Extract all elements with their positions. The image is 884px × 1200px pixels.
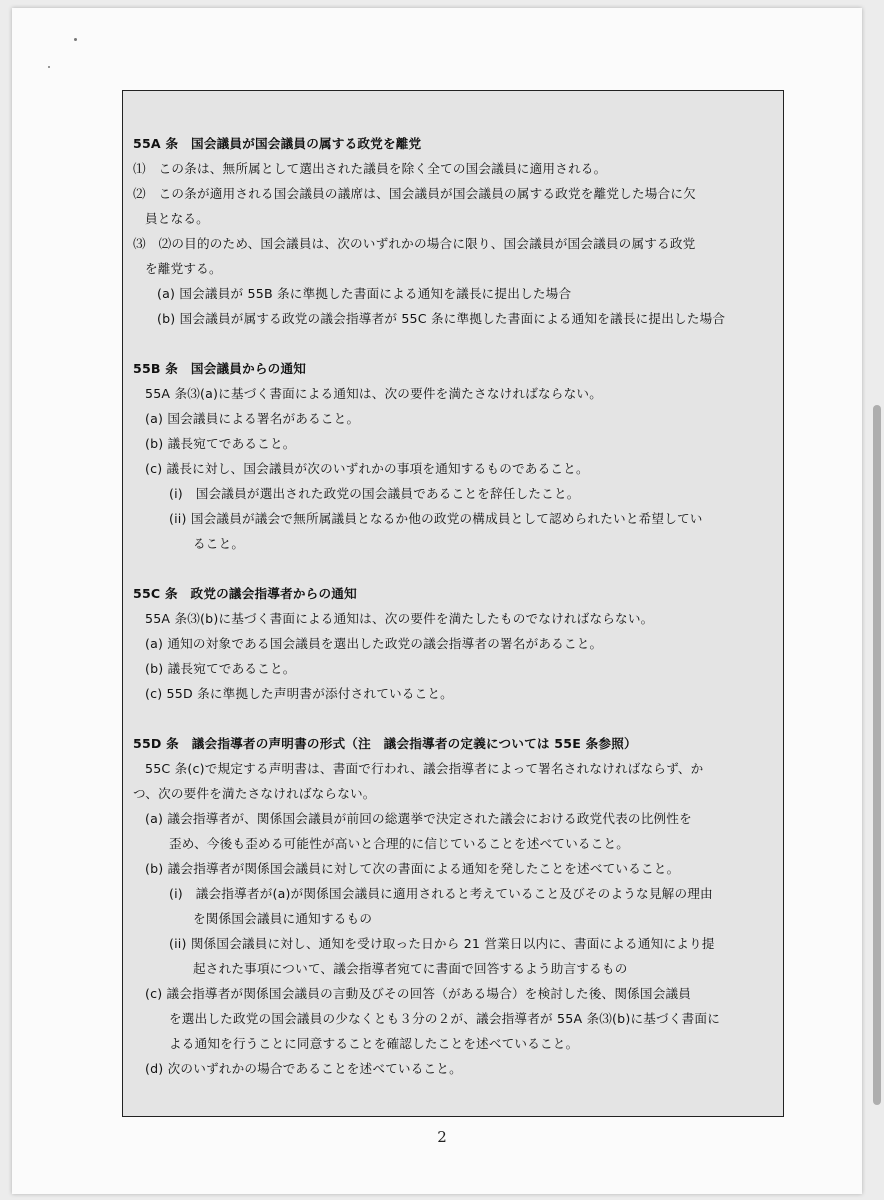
scrollbar[interactable]	[873, 405, 881, 1105]
clause-line: 55C 条(c)で規定する声明書は、書面で行われ、議会指導者によって署名されなければならず、か	[145, 761, 704, 776]
section-heading: 55B 条 国会議員からの通知	[133, 361, 307, 376]
clause-line: (ii) 関係国会議員に対し、通知を受け取った日から 21 営業日以内に、書面による通知により提	[169, 936, 715, 951]
clause-line: (c) 議会指導者が関係国会議員の言動及びその回答（がある場合）を検討した後、関係国会議員	[145, 986, 692, 1001]
section-heading: 55A 条 国会議員が国会議員の属する政党を離党	[133, 136, 422, 151]
clause-line: (b) 国会議員が属する政党の議会指導者が 55C 条に準拠した書面による通知を議長に提出した場合	[157, 311, 726, 326]
clause-line: 起された事項について、議会指導者宛てに書面で回答するよう助言するもの	[193, 961, 628, 976]
clause-line: を離党する。	[145, 261, 222, 276]
section-gap	[133, 706, 775, 731]
clause-line: (d) 次のいずれかの場合であることを述べていること。	[145, 1061, 462, 1076]
section-gap	[133, 556, 775, 581]
clause-line: (a) 国会議員による署名があること。	[145, 411, 360, 426]
statute-content	[133, 131, 775, 1081]
clause-line: (c) 55D 条に準拠した声明書が添付されていること。	[145, 686, 453, 701]
clause-line: (b) 議長宛てであること。	[145, 436, 296, 451]
clause-line: (a) 通知の対象である国会議員を選出した政党の議会指導者の署名があること。	[145, 636, 603, 651]
section-heading: 55C 条 政党の議会指導者からの通知	[133, 586, 357, 601]
section-gap	[133, 331, 775, 356]
clause-line: ること。	[193, 536, 245, 551]
clause-line: ⑵ この条が適用される国会議員の議席は、国会議員が国会議員の属する政党を離党した場合に欠	[133, 186, 696, 201]
statute-text-box	[122, 90, 784, 1117]
section-heading: 55D 条 議会指導者の声明書の形式（注 議会指導者の定義については 55E 条参照）	[133, 736, 637, 751]
clause-line: (a) 議会指導者が、関係国会議員が前回の総選挙で決定された議会における政党代表の比例性を	[145, 811, 692, 826]
clause-line: つ、次の要件を満たさなければならない。	[133, 786, 376, 801]
clause-line: を選出した政党の国会議員の少なくとも３分の２が、議会指導者が 55A 条⑶(b)に基づく書面に	[169, 1011, 721, 1026]
clause-line: (i) 国会議員が選出された政党の国会議員であることを辞任したこと。	[169, 486, 580, 501]
scan-speck	[48, 66, 50, 68]
clause-line: (c) 議長に対し、国会議員が次のいずれかの事項を通知するものであること。	[145, 461, 589, 476]
clause-line: (ii) 国会議員が議会で無所属議員となるか他の政党の構成員として認められたいと希望してい	[169, 511, 703, 526]
clause-line: を関係国会議員に通知するもの	[193, 911, 373, 926]
clause-line: (i) 議会指導者が(a)が関係国会議員に適用されると考えていること及びそのような見解の理由	[169, 886, 713, 901]
scan-speck	[74, 38, 77, 41]
clause-line: 歪め、今後も歪める可能性が高いと合理的に信じていることを述べていること。	[169, 836, 630, 851]
clause-line: ⑴ この条は、無所属として選出された議員を除く全ての国会議員に適用される。	[133, 161, 607, 176]
clause-line: 55A 条⑶(b)に基づく書面による通知は、次の要件を満たしたものでなければならない。	[145, 611, 654, 626]
clause-line: よる通知を行うことに同意することを確認したことを述べていること。	[169, 1036, 579, 1051]
clause-line: (a) 国会議員が 55B 条に準拠した書面による通知を議長に提出した場合	[157, 286, 572, 301]
clause-line: (b) 議長宛てであること。	[145, 661, 296, 676]
clause-line: (b) 議会指導者が関係国会議員に対して次の書面による通知を発したことを述べていること。	[145, 861, 680, 876]
page-number: 2	[437, 1128, 447, 1146]
clause-line: 55A 条⑶(a)に基づく書面による通知は、次の要件を満たさなければならない。	[145, 386, 602, 401]
clause-line: ⑶ ⑵の目的のため、国会議員は、次のいずれかの場合に限り、国会議員が国会議員の属する政党	[133, 236, 696, 251]
clause-line: 員となる。	[145, 211, 209, 226]
